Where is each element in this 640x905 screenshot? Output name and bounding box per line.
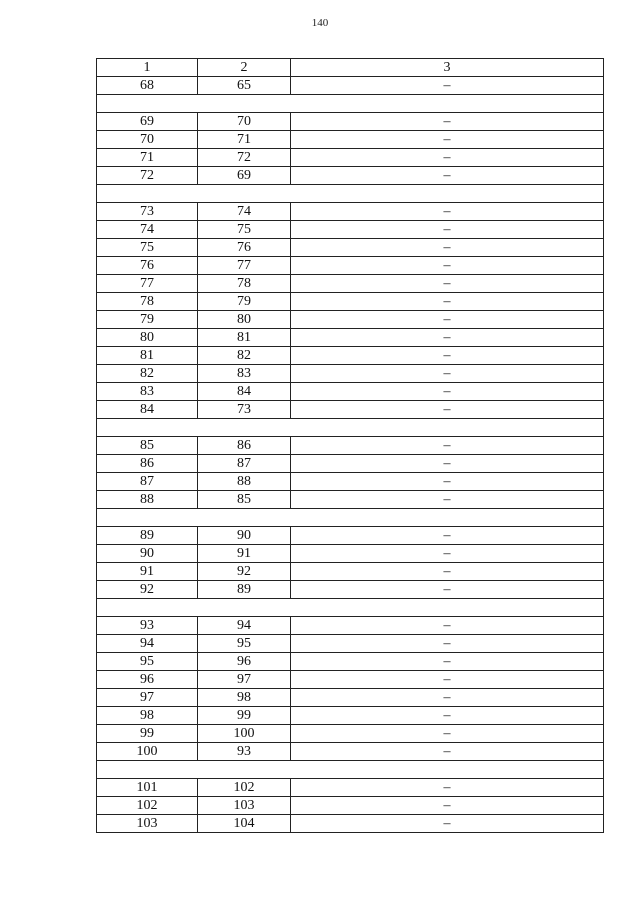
table-cell-col-3: – <box>291 491 604 509</box>
table-cell-col-1: 95 <box>97 653 198 671</box>
table-cell-col-1: 86 <box>97 455 198 473</box>
table-cell-col-3: – <box>291 581 604 599</box>
table-cell-col-2: 79 <box>198 293 291 311</box>
separator-cell <box>97 761 604 779</box>
table-cell-col-2: 84 <box>198 383 291 401</box>
table-cell-col-3: – <box>291 365 604 383</box>
table-row <box>97 725 604 743</box>
table-row <box>97 275 604 293</box>
table-cell-col-3: – <box>291 437 604 455</box>
table-cell-col-2: 85 <box>198 491 291 509</box>
table-cell-col-2: 103 <box>198 797 291 815</box>
table-cell-col-2: 73 <box>198 401 291 419</box>
table-cell-col-1: 84 <box>97 401 198 419</box>
separator-row <box>97 185 604 203</box>
table-cell-col-2: 71 <box>198 131 291 149</box>
table-cell-col-2: 92 <box>198 563 291 581</box>
separator-cell <box>97 185 604 203</box>
table-cell-col-2: 77 <box>198 257 291 275</box>
table-cell-col-3: – <box>291 131 604 149</box>
table-cell-col-1: 76 <box>97 257 198 275</box>
table-row <box>97 221 604 239</box>
table-body <box>97 59 604 833</box>
table-cell-col-2: 97 <box>198 671 291 689</box>
separator-row <box>97 599 604 617</box>
table-cell-col-3: – <box>291 329 604 347</box>
table-cell-col-2: 80 <box>198 311 291 329</box>
table-cell-col-1: 100 <box>97 743 198 761</box>
table-cell-col-1: 71 <box>97 149 198 167</box>
table-cell-col-2: 104 <box>198 815 291 833</box>
separator-cell <box>97 95 604 113</box>
table-row <box>97 203 604 221</box>
table-cell-col-3: – <box>291 689 604 707</box>
table-cell-col-2: 70 <box>198 113 291 131</box>
table-cell-col-1: 97 <box>97 689 198 707</box>
table-cell-col-2: 98 <box>198 689 291 707</box>
table-row <box>97 797 604 815</box>
table-cell-col-2: 95 <box>198 635 291 653</box>
table-cell-col-1: 94 <box>97 635 198 653</box>
table-row <box>97 491 604 509</box>
table-row <box>97 689 604 707</box>
table-row <box>97 815 604 833</box>
table-cell-col-2: 100 <box>198 725 291 743</box>
column-header-3: 3 <box>291 59 604 77</box>
table-cell-col-2: 74 <box>198 203 291 221</box>
table-cell-col-3: – <box>291 257 604 275</box>
data-table <box>96 58 604 833</box>
table-cell-col-1: 79 <box>97 311 198 329</box>
table-cell-col-1: 98 <box>97 707 198 725</box>
table-cell-col-3: – <box>291 383 604 401</box>
table-cell-col-3: – <box>291 77 604 95</box>
table-cell-col-3: – <box>291 311 604 329</box>
table-cell-col-2: 90 <box>198 527 291 545</box>
table-cell-col-1: 89 <box>97 527 198 545</box>
table-cell-col-1: 92 <box>97 581 198 599</box>
table-row <box>97 77 604 95</box>
table-row <box>97 311 604 329</box>
table-cell-col-1: 101 <box>97 779 198 797</box>
table-cell-col-3: – <box>291 401 604 419</box>
table-cell-col-1: 77 <box>97 275 198 293</box>
table-cell-col-3: – <box>291 527 604 545</box>
table-cell-col-3: – <box>291 347 604 365</box>
table-row <box>97 563 604 581</box>
table-cell-col-3: – <box>291 797 604 815</box>
separator-cell <box>97 509 604 527</box>
table-cell-col-1: 74 <box>97 221 198 239</box>
table-cell-col-2: 78 <box>198 275 291 293</box>
table-cell-col-2: 76 <box>198 239 291 257</box>
separator-cell <box>97 419 604 437</box>
table-cell-col-1: 81 <box>97 347 198 365</box>
table-row <box>97 671 604 689</box>
table-row <box>97 581 604 599</box>
table-cell-col-1: 78 <box>97 293 198 311</box>
table-cell-col-3: – <box>291 545 604 563</box>
table-cell-col-1: 91 <box>97 563 198 581</box>
table-row <box>97 473 604 491</box>
table-cell-col-2: 87 <box>198 455 291 473</box>
table-cell-col-1: 87 <box>97 473 198 491</box>
table-cell-col-3: – <box>291 671 604 689</box>
table-cell-col-3: – <box>291 707 604 725</box>
table-row <box>97 707 604 725</box>
table-row <box>97 365 604 383</box>
separator-row <box>97 761 604 779</box>
table-cell-col-2: 91 <box>198 545 291 563</box>
table-cell-col-1: 73 <box>97 203 198 221</box>
table-cell-col-3: – <box>291 113 604 131</box>
table-cell-col-2: 93 <box>198 743 291 761</box>
table-cell-col-2: 99 <box>198 707 291 725</box>
table-cell-col-1: 68 <box>97 77 198 95</box>
table-row <box>97 167 604 185</box>
table-row <box>97 113 604 131</box>
table-cell-col-2: 82 <box>198 347 291 365</box>
column-header-1: 1 <box>97 59 198 77</box>
table-cell-col-2: 81 <box>198 329 291 347</box>
table-row <box>97 527 604 545</box>
table-cell-col-1: 72 <box>97 167 198 185</box>
separator-cell <box>97 599 604 617</box>
table-cell-col-3: – <box>291 725 604 743</box>
table-cell-col-3: – <box>291 635 604 653</box>
table-row <box>97 743 604 761</box>
table-row <box>97 635 604 653</box>
table-row <box>97 545 604 563</box>
table-cell-col-2: 65 <box>198 77 291 95</box>
table-cell-col-3: – <box>291 455 604 473</box>
table-cell-col-3: – <box>291 779 604 797</box>
table-cell-col-1: 99 <box>97 725 198 743</box>
table-row <box>97 779 604 797</box>
table-cell-col-1: 96 <box>97 671 198 689</box>
table-cell-col-2: 75 <box>198 221 291 239</box>
table-cell-col-1: 103 <box>97 815 198 833</box>
table-row <box>97 383 604 401</box>
table-cell-col-1: 90 <box>97 545 198 563</box>
table-cell-col-3: – <box>291 149 604 167</box>
table-row <box>97 437 604 455</box>
table-cell-col-3: – <box>291 563 604 581</box>
column-header-2: 2 <box>198 59 291 77</box>
table-cell-col-3: – <box>291 293 604 311</box>
table-cell-col-2: 86 <box>198 437 291 455</box>
table-row <box>97 149 604 167</box>
table-cell-col-1: 85 <box>97 437 198 455</box>
table-cell-col-3: – <box>291 815 604 833</box>
table-cell-col-2: 96 <box>198 653 291 671</box>
table-cell-col-1: 82 <box>97 365 198 383</box>
table-cell-col-2: 88 <box>198 473 291 491</box>
table-cell-col-1: 102 <box>97 797 198 815</box>
table-cell-col-2: 102 <box>198 779 291 797</box>
table-cell-col-2: 94 <box>198 617 291 635</box>
table-cell-col-3: – <box>291 473 604 491</box>
table-cell-col-1: 80 <box>97 329 198 347</box>
table-cell-col-1: 93 <box>97 617 198 635</box>
separator-row <box>97 509 604 527</box>
table-cell-col-2: 72 <box>198 149 291 167</box>
table-row <box>97 455 604 473</box>
table-cell-col-1: 69 <box>97 113 198 131</box>
table-cell-col-1: 70 <box>97 131 198 149</box>
table-cell-col-2: 83 <box>198 365 291 383</box>
table-cell-col-3: – <box>291 203 604 221</box>
table-row <box>97 653 604 671</box>
table-cell-col-2: 69 <box>198 167 291 185</box>
table-row <box>97 293 604 311</box>
table-row <box>97 617 604 635</box>
table-row <box>97 347 604 365</box>
table-cell-col-3: – <box>291 617 604 635</box>
table-cell-col-3: – <box>291 275 604 293</box>
table-cell-col-3: – <box>291 239 604 257</box>
table-cell-col-1: 75 <box>97 239 198 257</box>
table-cell-col-1: 88 <box>97 491 198 509</box>
table-cell-col-3: – <box>291 221 604 239</box>
separator-row <box>97 95 604 113</box>
table-row <box>97 131 604 149</box>
table-row <box>97 239 604 257</box>
separator-row <box>97 419 604 437</box>
table-cell-col-3: – <box>291 743 604 761</box>
page-number: 140 <box>311 17 329 29</box>
table-row <box>97 401 604 419</box>
table-cell-col-1: 83 <box>97 383 198 401</box>
table-row <box>97 329 604 347</box>
table-cell-col-3: – <box>291 167 604 185</box>
table-cell-col-2: 89 <box>198 581 291 599</box>
table-row <box>97 257 604 275</box>
table-cell-col-3: – <box>291 653 604 671</box>
table-header-row <box>97 59 604 77</box>
